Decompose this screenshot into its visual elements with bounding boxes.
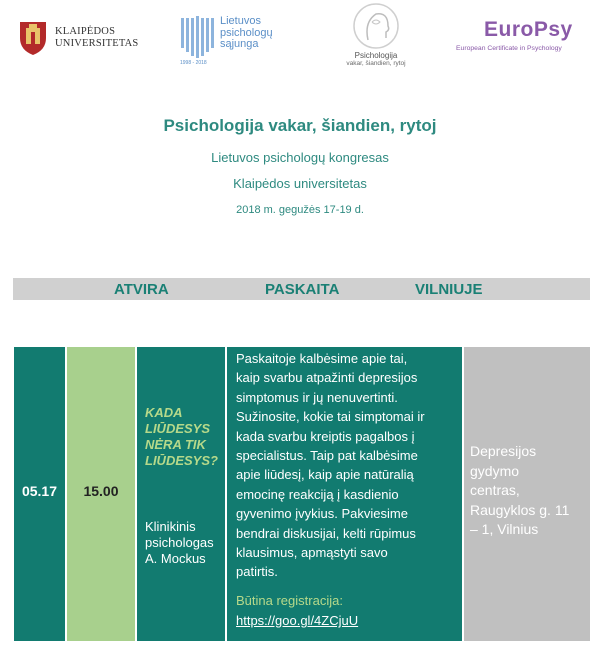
event-place: [470, 442, 586, 540]
university-name: Klaipėdos universitetas: [233, 176, 367, 191]
description-line: kaip svarbu atpažinti depresijos: [236, 370, 418, 386]
event-time-cell: [67, 347, 135, 641]
lps-years: 1998 - 2018: [180, 60, 207, 66]
place-line: centras,: [470, 482, 520, 498]
event-topic-cell: [137, 347, 225, 641]
registration-link[interactable]: https://goo.gl/4ZCjuU: [236, 613, 359, 628]
lps-logo: [180, 14, 310, 70]
description-line: bendrai diskusijai, kelti rūpimus: [236, 525, 416, 541]
description-line: Sužinosite, kokie tai simptomai ir: [236, 409, 425, 425]
lecture-title-line: KADA: [145, 405, 183, 420]
europsy-logo: [456, 18, 590, 58]
ku-line1: KLAIPĖDOS: [55, 26, 116, 37]
university-crest-icon: [18, 18, 48, 56]
lecture-title: [145, 405, 223, 469]
event-time: 15.00: [83, 483, 119, 499]
lps-line3: sąjunga: [220, 38, 259, 50]
speaker: [145, 519, 225, 567]
description-line: gyvenimo įvykius. Pakviesime: [236, 506, 408, 522]
ku-line2: UNIVERSITETAS: [55, 38, 139, 49]
event-date-cell: [14, 347, 65, 641]
congress-name: Lietuvos psichologų kongresas: [211, 150, 389, 165]
europsy-title: EuroPsy: [484, 18, 573, 41]
lps-line1: Lietuvos: [220, 15, 261, 27]
event-description-cell: [227, 347, 462, 641]
description-line: klausimus, apmąstyti savo: [236, 545, 388, 561]
banner-word-3: VILNIUJE: [415, 281, 483, 298]
congress-date: 2018 m. gegužės 17-19 d.: [236, 204, 364, 216]
place-line: gydymo: [470, 462, 520, 479]
speaker-line: psichologas: [145, 535, 214, 550]
psy-line1: Psichologija: [354, 51, 398, 60]
page-title: Psichologija vakar, šiandien, rytoj: [163, 116, 437, 135]
place-line: Depresijos: [470, 443, 537, 459]
banner-word-1: ATVIRA: [114, 281, 169, 298]
description-line: simptomus ir jų nenuvertinti.: [236, 389, 398, 405]
congress-logo: [346, 0, 406, 74]
open-lecture-banner: [13, 278, 590, 300]
lecture-description: [236, 349, 456, 582]
place-line: – 1, Vilnius: [470, 521, 539, 537]
speaker-line: Klinikinis: [145, 519, 196, 534]
head-silhouette-icon: [346, 0, 406, 52]
lecture-title-line: LIŪDESYS?: [145, 453, 218, 468]
europsy-subtitle: European Certificate in Psychology: [456, 45, 562, 52]
description-line: kada svarbu kreiptis pagalbos į: [236, 428, 415, 444]
event-place-cell: [464, 347, 590, 641]
psi-symbol-icon: [180, 14, 216, 66]
place-line: Raugyklos g. 11: [470, 501, 570, 518]
registration-label: Būtina registracija:: [236, 593, 343, 608]
lecture-title-line: LIŪDESYS: [145, 421, 211, 436]
event-date: 05.17: [21, 483, 58, 499]
description-line: emocinę reakciją į kasdienio: [236, 486, 399, 502]
lecture-title-line: NĖRA TIK: [145, 437, 206, 452]
speaker-line: A. Mockus: [145, 551, 206, 566]
description-line: Paskaitoje kalbėsime apie tai,: [236, 351, 408, 366]
lps-line2: psichologų: [220, 26, 273, 39]
description-line: apie liūdesį, kaip apie natūralią: [236, 467, 414, 483]
description-line: patirtis.: [236, 564, 278, 580]
klaipeda-university-logo: [18, 18, 148, 58]
description-line: specialistus. Taip pat kalbėsime: [236, 448, 418, 464]
psy-line2: vakar, šiandien, rytoj: [346, 60, 406, 67]
banner-word-2: PASKAITA: [265, 281, 340, 298]
